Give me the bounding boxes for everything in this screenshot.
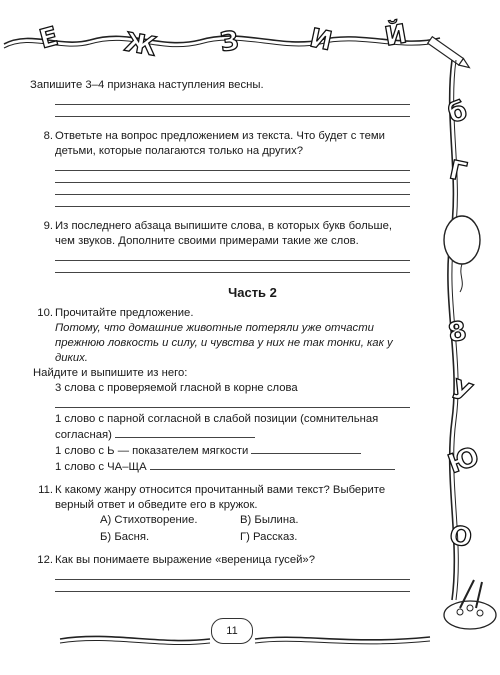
border-letter-4: И [307, 23, 335, 58]
answer-line[interactable] [55, 580, 410, 592]
border-letter-10: Ю [444, 441, 484, 481]
question-11-text: К какому жанру относится прочитанный вами текст? Выберите верный ответ и обведите его в кружок. [55, 484, 386, 511]
answer-line[interactable] [55, 396, 410, 408]
question-number: 12. [37, 554, 53, 566]
border-letter-2: Ж [122, 27, 159, 63]
option-g[interactable]: Г) Рассказ. [240, 531, 298, 543]
question-number: 10. [37, 307, 53, 319]
question-9 [43, 219, 410, 249]
border-letter-3: З [218, 25, 241, 59]
question-number: 8. [43, 130, 53, 142]
answer-blank[interactable] [150, 459, 395, 470]
border-letter-9: У [446, 374, 476, 410]
question-10-item-2 [55, 412, 410, 443]
border-letter-1: Е [36, 21, 62, 56]
answer-line[interactable] [55, 249, 410, 261]
option-b[interactable]: Б) Басня. [100, 531, 150, 543]
question-10-item-1: 3 слова с проверяемой гласной в корне слова [55, 382, 298, 394]
right-border-decoration [430, 60, 500, 675]
answer-options [100, 513, 410, 545]
answer-line[interactable] [55, 568, 410, 580]
answer-line[interactable] [55, 159, 410, 171]
answer-line[interactable] [55, 183, 410, 195]
question-10-item-4 [55, 459, 410, 475]
question-12 [37, 553, 410, 568]
answer-line[interactable] [55, 105, 410, 117]
question-spring-text: Запишите 3–4 признака наступления весны. [30, 79, 264, 91]
border-letter-11: О [447, 520, 475, 554]
border-letter-6: б [445, 95, 471, 130]
question-8 [43, 129, 410, 159]
question-10-item-4-text: 1 слово с ЧА–ЩА [55, 461, 147, 473]
question-10-quote: Потому, что домашние животные потеряли уже отчасти прежнюю ловкость и силу, и чувства у них не так тонки, как у диких. [55, 322, 393, 364]
balloon-icon [444, 216, 480, 292]
answer-line[interactable] [55, 195, 410, 207]
option-a[interactable]: А) Стихотворение. [100, 514, 198, 526]
question-number: 9. [43, 220, 53, 232]
question-10-item-2-text: 1 слово с парной согласной в слабой позиции (сомнительная согласная) [55, 413, 379, 441]
question-12-text: Как вы понимаете выражение «вереница гусей»? [55, 554, 315, 566]
border-letter-8: 8 [445, 316, 469, 349]
border-letter-5: Й [382, 19, 410, 53]
question-11 [38, 483, 410, 513]
part-2-heading: Часть 2 [228, 285, 277, 300]
question-spring [30, 78, 410, 93]
top-border-decoration [0, 0, 500, 70]
answer-blank[interactable] [251, 443, 361, 454]
worksheet-content [30, 78, 410, 592]
question-10-find: Найдите и выпишите из него: [33, 367, 188, 379]
question-9-text: Из последнего абзаца выпишите слова, в которых букв больше, чем звуков. Дополните своими примерами такие же слов. [55, 220, 393, 247]
bottom-border-decoration [0, 605, 500, 675]
answer-line[interactable] [55, 261, 410, 273]
question-10-item-3 [55, 443, 410, 459]
question-10-item-3-text: 1 слово с Ь — показателем мягкости [55, 445, 249, 457]
question-number: 11. [38, 484, 53, 496]
question-8-text: Ответьте на вопрос предложением из текста. Что будет с теми детьми, которые полагаются только на других? [55, 130, 385, 157]
answer-line[interactable] [55, 171, 410, 183]
question-10 [37, 306, 410, 321]
answer-line[interactable] [55, 93, 410, 105]
page-number: 11 [211, 618, 253, 644]
option-v[interactable]: В) Былина. [240, 514, 299, 526]
answer-blank[interactable] [115, 427, 255, 438]
border-letter-7: Г [446, 155, 470, 188]
question-10-text: Прочитайте предложение. [55, 307, 194, 319]
